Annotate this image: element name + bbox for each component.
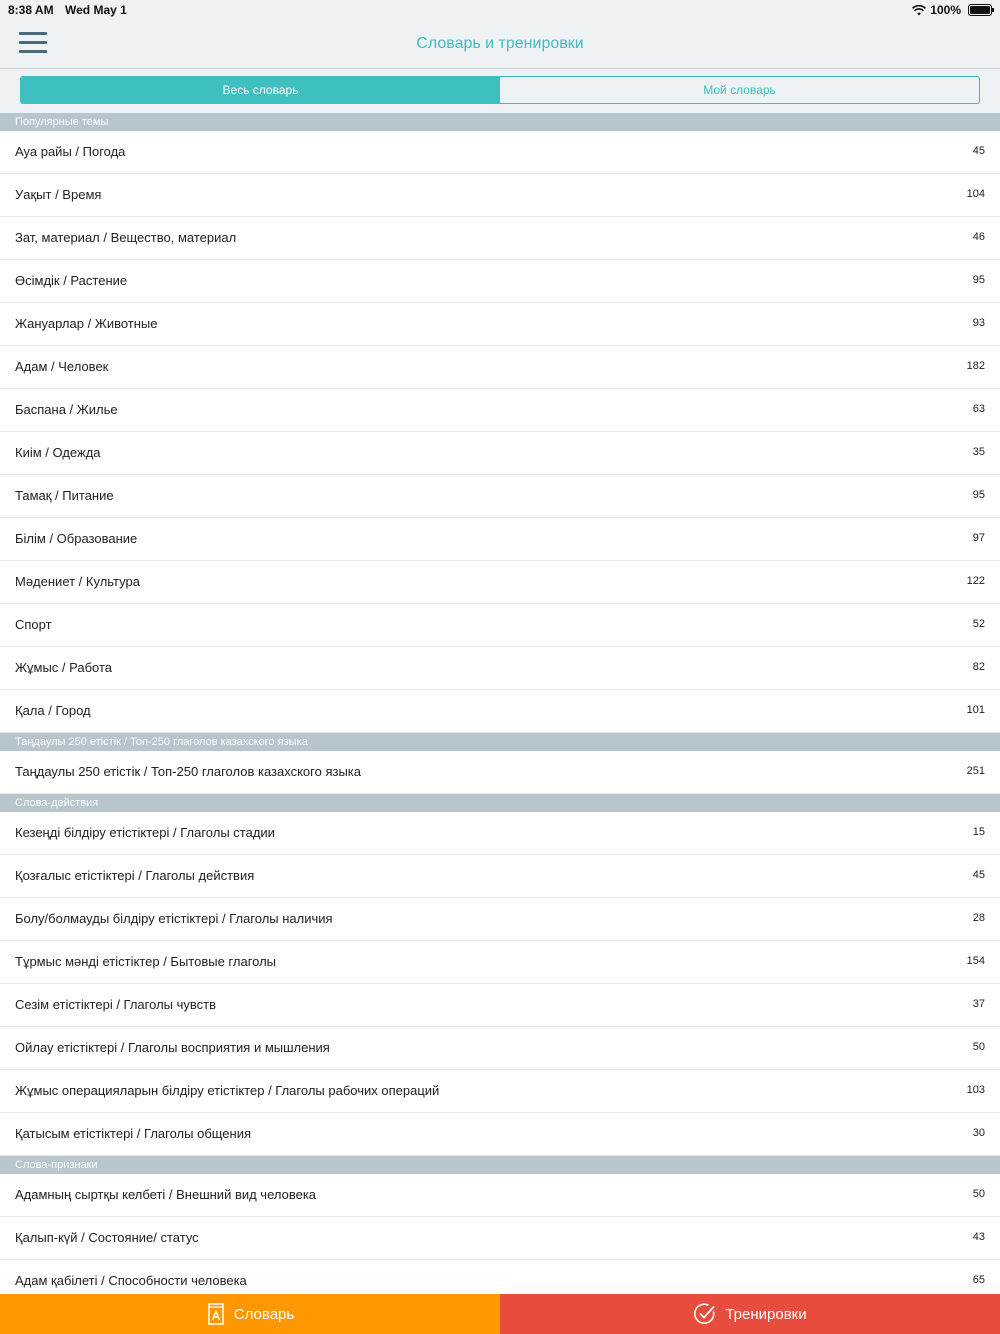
tab-bar — [0, 1294, 1000, 1334]
list-item-label: Киім / Одежда — [15, 445, 101, 460]
list-item-label: Тұрмыс мәнді етістіктер / Бытовые глаголы — [15, 954, 277, 969]
list-item-label: Жұмыс / Работа — [15, 660, 113, 675]
list-item-label: Таңдаулы 250 етістік / Топ-250 глаголов казахского языка — [15, 764, 361, 779]
list-item-label: Сезім етістіктері / Глаголы чувств — [15, 997, 216, 1012]
list-item-label: Қалып-күй / Состояние/ статус — [15, 1230, 199, 1245]
status-right — [912, 3, 992, 17]
list-item-label: Болу/болмауды білдіру етістіктері / Глаголы наличия — [15, 911, 333, 926]
list-item-count: 45 — [972, 145, 985, 157]
list-item-count: 122 — [966, 575, 985, 587]
list-item-label: Баспана / Жилье — [15, 402, 118, 417]
segmented-control — [20, 76, 980, 104]
list-item-count: 50 — [972, 1188, 985, 1200]
page-title: Словарь и тренировки — [416, 35, 584, 52]
list-item-count: 35 — [972, 446, 985, 458]
list-item-count: 93 — [972, 317, 985, 329]
list-item-count: 52 — [972, 618, 985, 630]
section-header: Таңдаулы 250 етістік / Топ-250 глаголов казахского языка — [0, 733, 1000, 751]
list-item-label: Қала / Город — [15, 703, 91, 718]
list-item-count: 182 — [966, 360, 985, 372]
list-item-label: Адамның сыртқы келбеті / Внешний вид человека — [15, 1187, 317, 1202]
list-item[interactable] — [0, 561, 1000, 604]
list-item-label: Ойлау етістіктері / Глаголы восприятия и мышления — [15, 1040, 330, 1055]
tab-trainings-label: Тренировки — [725, 1305, 807, 1323]
list-item[interactable] — [0, 1027, 1000, 1070]
list-item-label: Ауа райы / Погода — [15, 144, 126, 159]
list-item-label: Адам қабілеті / Способности человека — [15, 1273, 247, 1288]
status-date: Wed May 1 — [65, 3, 127, 17]
section-header: Слова-действия — [0, 794, 1000, 812]
list-item-count: 65 — [972, 1274, 985, 1286]
list-item-count: 82 — [972, 661, 985, 673]
list-item[interactable] — [0, 389, 1000, 432]
list-item[interactable] — [0, 647, 1000, 690]
list-item-count: 46 — [972, 231, 985, 243]
list-item-count: 101 — [966, 704, 985, 716]
list-item[interactable] — [0, 898, 1000, 941]
list-item-count: 50 — [972, 1041, 985, 1053]
list-item-label: Білім / Образование — [15, 531, 138, 546]
list-item-label: Зат, материал / Вещество, материал — [15, 230, 237, 245]
list-item-count: 95 — [972, 274, 985, 286]
segment-my-dictionary[interactable]: Мой словарь — [703, 83, 776, 97]
list-item-label: Мәдениет / Культура — [15, 574, 140, 589]
list-item-count: 104 — [966, 188, 985, 200]
list-item-label: Қозғалыс етістіктері / Глаголы действия — [15, 868, 255, 883]
list-item-count: 28 — [972, 912, 985, 924]
list-item-label: Өсімдік / Растение — [15, 273, 128, 288]
list-item[interactable] — [0, 475, 1000, 518]
list-item[interactable] — [0, 855, 1000, 898]
segment-all-dictionary[interactable]: Весь словарь — [21, 77, 500, 103]
status-time: 8:38 AM — [8, 3, 54, 17]
list-item[interactable] — [0, 941, 1000, 984]
topic-list — [0, 113, 1000, 1303]
battery-percent: 100% — [930, 3, 961, 17]
list-item[interactable] — [0, 812, 1000, 855]
list-item[interactable] — [0, 432, 1000, 475]
list-item-count: 95 — [972, 489, 985, 501]
list-item-count: 43 — [972, 1231, 985, 1243]
list-item[interactable] — [0, 604, 1000, 647]
list-item-count: 103 — [966, 1084, 985, 1096]
list-item[interactable] — [0, 1217, 1000, 1260]
list-item[interactable] — [0, 303, 1000, 346]
list-item-label: Тамақ / Питание — [15, 488, 114, 503]
tab-dictionary[interactable] — [0, 1294, 500, 1334]
list-item-count: 30 — [972, 1127, 985, 1139]
list-item-count: 251 — [966, 765, 985, 777]
list-item-label: Уақыт / Время — [15, 187, 102, 202]
tab-dictionary-label: Словарь — [233, 1305, 295, 1323]
list-item-label: Қатысым етістіктері / Глаголы общения — [15, 1126, 252, 1141]
segment-bar — [0, 69, 1000, 113]
tab-trainings[interactable] — [500, 1294, 1000, 1334]
list-item-label: Кезеңді білдіру етістіктері / Глаголы стадии — [15, 825, 275, 840]
section-header: Слова-признаки — [0, 1156, 1000, 1174]
list-item[interactable] — [0, 984, 1000, 1027]
list-item[interactable] — [0, 1174, 1000, 1217]
list-item[interactable] — [0, 260, 1000, 303]
list-item[interactable] — [0, 751, 1000, 794]
list-item[interactable] — [0, 1070, 1000, 1113]
list-item-count: 63 — [972, 403, 985, 415]
status-bar — [0, 0, 1000, 22]
section-header: Популярные темы — [0, 113, 1000, 131]
list-item-count: 97 — [972, 532, 985, 544]
list-item-count: 15 — [972, 826, 985, 838]
list-item-count: 154 — [966, 955, 985, 967]
list-item[interactable] — [0, 217, 1000, 260]
list-item[interactable] — [0, 518, 1000, 561]
dictionary-book-icon — [206, 1302, 226, 1326]
list-item-count: 45 — [972, 869, 985, 881]
list-item[interactable] — [0, 690, 1000, 733]
list-item[interactable] — [0, 1113, 1000, 1156]
list-item-label: Жұмыс операцияларын білдіру етістіктер / Глаголы рабочих операций — [15, 1083, 440, 1098]
list-item-label: Спорт — [15, 617, 52, 632]
list-item[interactable] — [0, 346, 1000, 389]
list-item[interactable] — [0, 131, 1000, 174]
check-circle-icon — [693, 1302, 717, 1326]
list-item-label: Адам / Человек — [15, 359, 109, 374]
wifi-icon — [912, 5, 926, 16]
list-item-count: 37 — [972, 998, 985, 1010]
list-item[interactable] — [0, 174, 1000, 217]
navigation-bar — [0, 22, 1000, 69]
list-item-label: Жануарлар / Животные — [15, 316, 158, 331]
battery-icon — [968, 4, 992, 16]
